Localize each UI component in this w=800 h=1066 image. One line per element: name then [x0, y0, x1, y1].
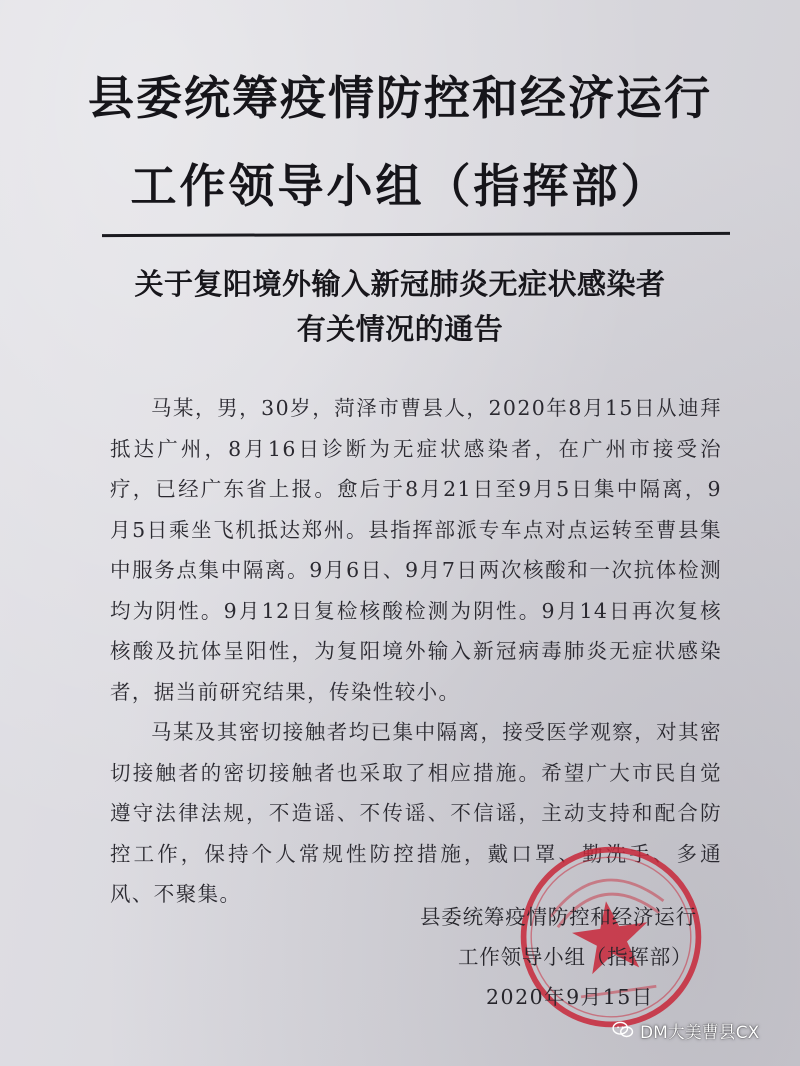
header-line-2: 工作领导小组（指挥部） — [130, 159, 670, 213]
signature-org-line-1: 县委统筹疫情防控和经济运行 — [420, 905, 697, 929]
source-watermark — [612, 1013, 759, 1047]
notice-title-line-2: 有关情况的通告 — [296, 312, 504, 346]
notice-title-line-1: 关于复阳境外输入新冠肺炎无症状感染者 — [134, 267, 666, 301]
wechat-icon — [612, 1021, 634, 1039]
signature-org-line-2: 工作领导小组（指挥部） — [458, 945, 693, 969]
signature-date: 2020年9月15日 — [486, 985, 654, 1009]
watermark-text: DM大美曹县CX — [640, 1022, 760, 1043]
body-paragraph-1: 马某，男，30岁，菏泽市曹县人，2020年8月15日从迪拜抵达广州，8月16日诊断为无症状感染者，在广州市接受治疗，已经广东省上报。愈后于8月21日至9月5日集中隔离，9月5日乘坐飞机抵达郑州。县指挥部派专车点对点运转至曹县集中服务点集中隔离。9月6日、9月7日两次核酸和一次抗体检测均为阴性。9月12日复检核酸检测为阴性。9月14日再次复核核酸及抗体呈阳性，为复阳境外输入新冠病毒肺炎无症状感染者，据当前研究结果，传染性较小。 — [110, 396, 722, 704]
notice-body — [110, 388, 722, 915]
header-line-1: 县委统筹疫情防控和经济运行 — [88, 71, 712, 125]
header-divider — [102, 232, 730, 237]
body-paragraph-2: 马某及其密切接触者均已集中隔离，接受医学观察，对其密切接触者的密切接触者也采取了相应措施。希望广大市民自觉遵守法律法规，不造谣、不传谣、不信谣，主动支持和配合防控工作，保持个人常规性防控措施，戴口罩、勤洗手、多通风、不聚集。 — [110, 720, 722, 906]
